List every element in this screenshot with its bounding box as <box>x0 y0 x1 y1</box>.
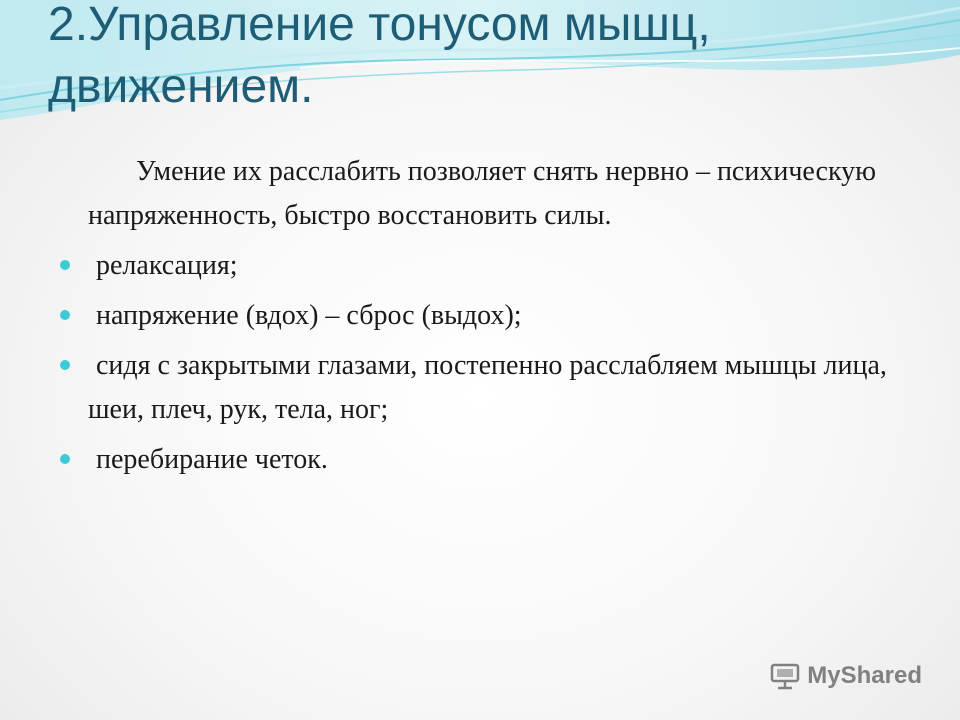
bullet-text: перебирание четок. <box>96 444 328 475</box>
bullet-list <box>52 244 912 482</box>
bullet-dot-icon <box>60 260 70 270</box>
bullet-dot-icon <box>60 454 70 464</box>
list-item <box>52 344 912 432</box>
bullet-text: релаксация; <box>96 250 238 281</box>
watermark-logo <box>769 662 922 690</box>
presentation-screen-icon <box>769 662 801 690</box>
intro-paragraph: Умение их расслабить позволяет снять нервно – психическую напряженность, быстро восстановить силы. <box>88 156 877 231</box>
bullet-dot-icon <box>60 360 70 370</box>
bullet-dot-icon <box>60 310 70 320</box>
list-item <box>52 244 912 288</box>
bullet-text: сидя с закрытыми глазами, постепенно расслабляем мышцы лица, шеи, плеч, рук, тела, ног; <box>88 350 887 425</box>
bullet-text: напряжение (вдох) – сброс (выдох); <box>96 300 522 331</box>
slide-title: 2.Управление тонусом мышц, движением. <box>48 0 711 113</box>
list-item <box>52 294 912 338</box>
slide-body <box>52 150 912 488</box>
list-item <box>52 438 912 482</box>
watermark-text: MyShared <box>807 662 922 689</box>
